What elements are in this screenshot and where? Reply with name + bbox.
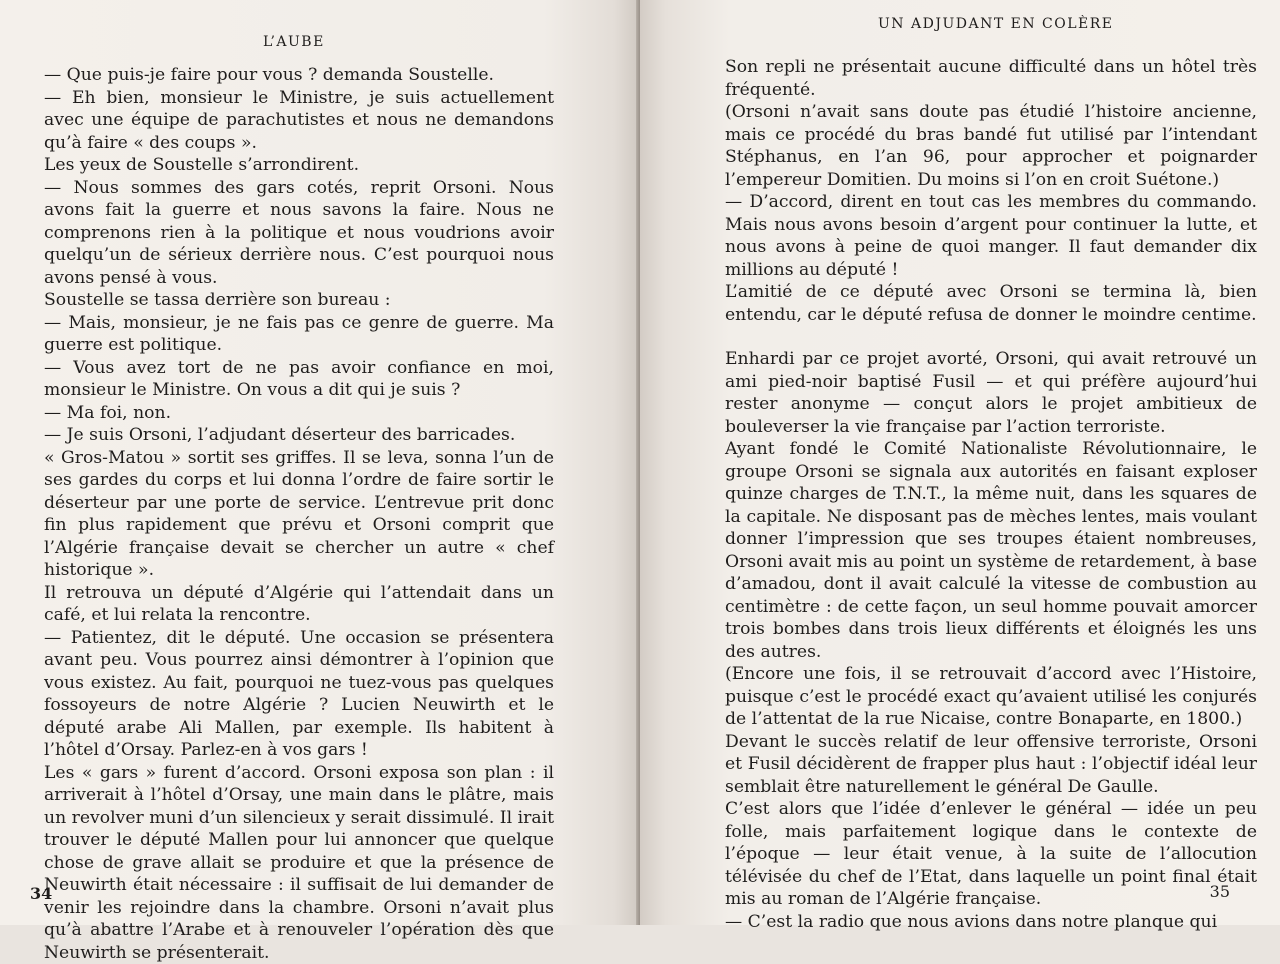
paragraph: Devant le succès relatif de leur offensive terroriste, Orsoni et Fusil décidèrent de frapper plus haut : l’objectif idéal leur semblait être naturellement le général De Gaulle. <box>725 731 1257 799</box>
paragraph: — Eh bien, monsieur le Ministre, je suis actuellement avec une équipe de parachutistes et nous ne demandons qu’à faire « des coups ». <box>44 87 554 155</box>
paragraph: — Que puis-je faire pour vous ? demanda Soustelle. <box>44 64 554 87</box>
paragraph: « Gros-Matou » sortit ses griffes. Il se leva, sonna l’un de ses gardes du corps et lui donna l’ordre de faire sortir le déserteur par une porte de service. L’entrevue prit donc fin plus rapidement que prévu et Orsoni comprit que l’Algérie française devait se chercher un autre « chef historique ». <box>44 447 554 582</box>
paragraph: Soustelle se tassa derrière son bureau : <box>44 289 554 312</box>
paragraph: Enhardi par ce projet avorté, Orsoni, qui avait retrouvé un ami pied-noir baptisé Fusil — et qui préfère aujourd’hui rester anonyme — conçut alors le projet ambitieux de bouleverser la vie française par l’action terroriste. <box>725 348 1257 438</box>
paragraph: — D’accord, dirent en tout cas les membres du commando. Mais nous avons besoin d’argent pour continuer la lutte, et nous avons à peine de quoi manger. Il faut demander dix millions au député ! <box>725 191 1257 281</box>
running-header: L’AUBE <box>263 34 325 50</box>
paragraph: (Orsoni n’avait sans doute pas étudié l’histoire ancienne, mais ce procédé du bras bandé fut utilisé par l’intendant Stéphanus, en l’an 96, pour approcher et poignarder l’empereur Domitien. Du moins si l’on en croit Suétone.) <box>725 101 1257 191</box>
paragraph: (Encore une fois, il se retrouvait d’accord avec l’Histoire, puisque c’est le procédé exact qu’avaient utilisé les conjurés de l’attentat de la rue Nicaise, contre Bonaparte, en 1800.) <box>725 663 1257 731</box>
page-number: 35 <box>1210 882 1230 901</box>
paragraph: — C’est la radio que nous avions dans notre planque qui <box>725 911 1257 934</box>
paragraph: Il retrouva un député d’Algérie qui l’attendait dans un café, et lui relata la rencontre. <box>44 582 554 627</box>
paragraph: — Mais, monsieur, je ne fais pas ce genre de guerre. Ma guerre est politique. <box>44 312 554 357</box>
page-body <box>725 56 1257 933</box>
paragraph: — Patientez, dit le député. Une occasion se présentera avant peu. Vous pourrez ainsi démontrer à l’opinion que vous existez. Au fait, pourquoi ne tuez-vous pas quelques fossoyeurs de notre Algérie ? Lucien Neuwirth et le député arabe Ali Mallen, par exemple. Ils habitent à l’hôtel d’Orsay. Parlez-en à vos gars ! <box>44 627 554 762</box>
paragraph: Son repli ne présentait aucune difficulté dans un hôtel très fréquenté. <box>725 56 1257 101</box>
paragraph: — Ma foi, non. <box>44 402 554 425</box>
section-break <box>725 326 1257 348</box>
paragraph: — Nous sommes des gars cotés, reprit Orsoni. Nous avons fait la guerre et nous savons la faire. Nous ne comprenons rien à la politique et nous voudrions avoir quelqu’un de sérieux derrière nous. C’est pourquoi nous avons pensé à vous. <box>44 177 554 290</box>
paragraph: Les yeux de Soustelle s’arrondirent. <box>44 154 554 177</box>
paragraph: — Je suis Orsoni, l’adjudant déserteur des barricades. <box>44 424 554 447</box>
paragraph: — Vous avez tort de ne pas avoir confiance en moi, monsieur le Ministre. On vous a dit qui je suis ? <box>44 357 554 402</box>
running-header: UN ADJUDANT EN COLÈRE <box>878 16 1114 32</box>
paragraph: Ayant fondé le Comité Nationaliste Révolutionnaire, le groupe Orsoni se signala aux autorités en faisant exploser quinze charges de T.N.T., la même nuit, dans les squares de la capitale. Ne disposant pas de mèches lentes, mais voulant donner l’impression que ses troupes étaient nombreuses, Orsoni avait mis au point un système de retardement, à base d’amadou, dont il avait calculé la vitesse de combustion au centimètre : de cette façon, un seul homme pouvait amorcer trois bombes dans trois lieux différents et éloignés les uns des autres. <box>725 438 1257 663</box>
page-body <box>44 64 554 964</box>
paragraph: C’est alors que l’idée d’enlever le général — idée un peu folle, mais parfaitement logique dans le contexte de l’époque — leur était venue, à la suite de l’allocution télévisée du chef de l’Etat, dans laquelle un point final était mis au roman de l’Algérie française. <box>725 798 1257 911</box>
paragraph: L’amitié de ce député avec Orsoni se termina là, bien entendu, car le député refusa de donner le moindre centime. <box>725 281 1257 326</box>
page-number: 34 <box>30 884 52 903</box>
left-page <box>0 0 640 925</box>
paragraph: Les « gars » furent d’accord. Orsoni exposa son plan : il arriverait à l’hôtel d’Orsay, une main dans le plâtre, mais un revolver muni d’un silencieux y serait dissimulé. Il irait trouver le député Mallen pour lui annoncer que quelque chose de grave allait se produire et que la présence de Neuwirth était nécessaire : il suffisait de lui demander de venir les rejoindre dans la chambre. Orsoni n’avait plus qu’à abattre l’Arabe et à renouveler l’opération dès que Neuwirth se présenterait. <box>44 762 554 964</box>
right-page <box>640 0 1280 925</box>
